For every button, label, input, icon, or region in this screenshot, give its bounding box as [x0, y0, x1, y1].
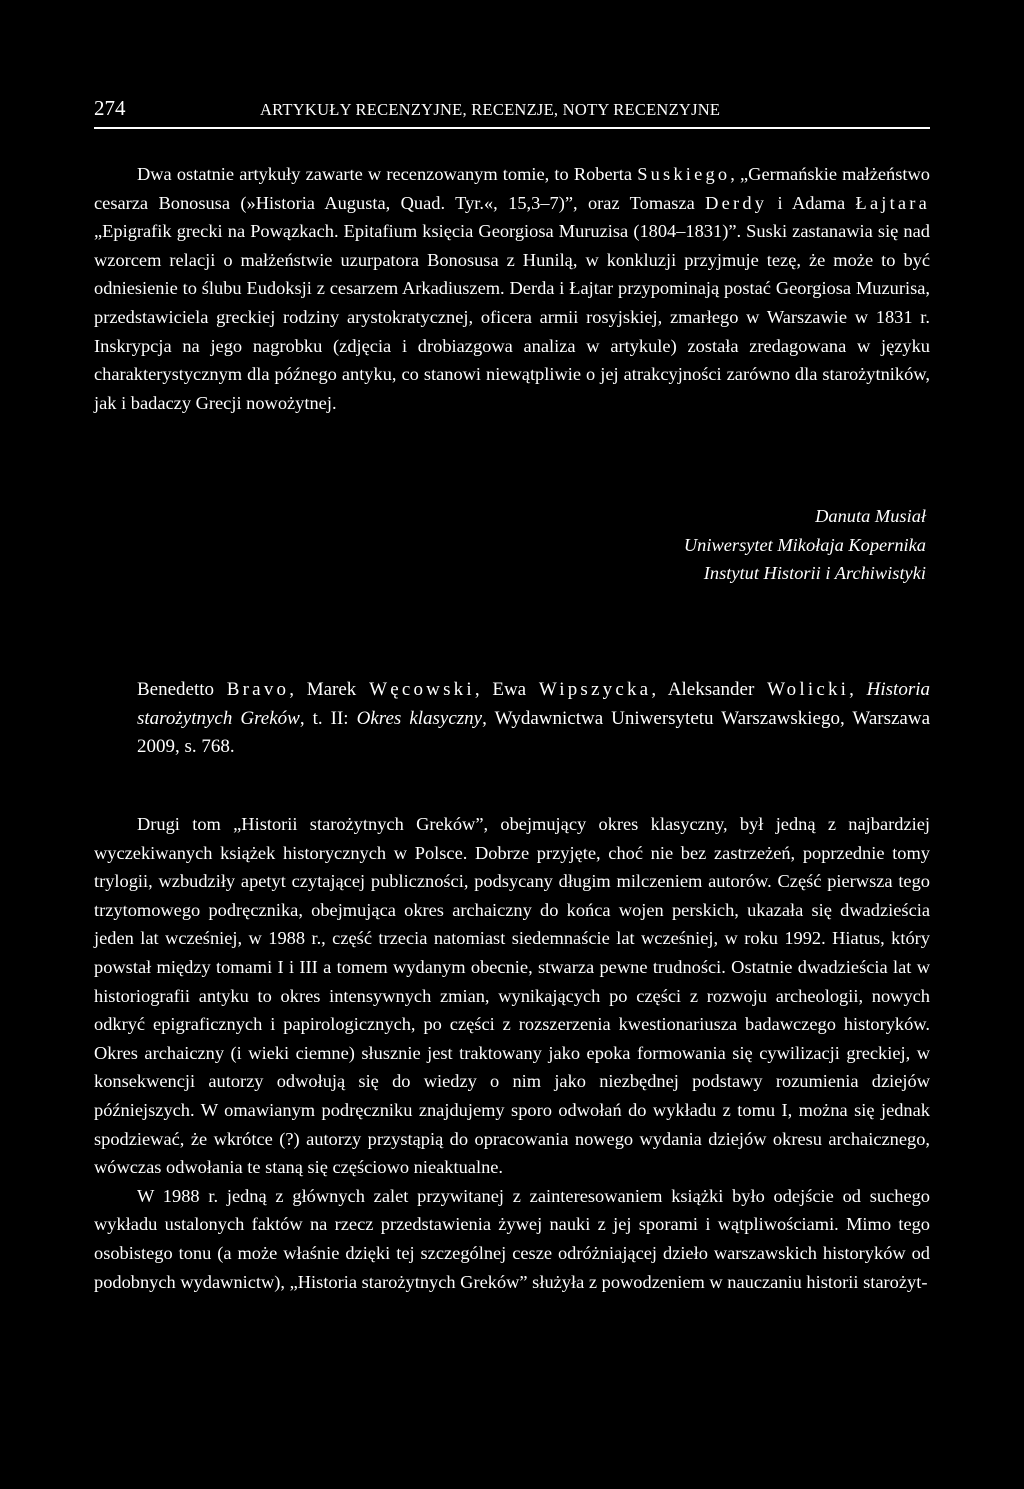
author-name-suski: Suskiego	[637, 164, 731, 184]
text-run: , „Germańskie małżeństwo cesarza Bonosusa (»Historia Augusta, Quad. Tyr.«, 15,3–7)”, oraz Tomasza	[94, 164, 930, 213]
reviewer-institute: Instytut Historii i Archiwistyki	[703, 563, 926, 584]
reviewer-signature	[684, 502, 926, 588]
author-name-derda: Derdy	[705, 192, 768, 213]
author-last-name: Wolicki	[767, 679, 850, 700]
reviewer-university: Uniwersytet Mikołaja Kopernika	[683, 534, 926, 555]
book-volume: t. II:	[312, 707, 349, 729]
text-run: „Epigrafik grecki na Powązkach. Epitafium księcia Georgiosa Muruzisa (1804–1831)”. Suski zastanawia się nad wzorcem relacji o małżeństwie uzurpatora Bonosusa z Hunilą, w konkluzji przyjmuje tezę, że może to być odniesienie to ślubu Eudoksji z cesarzem Arkadiuszem. Derda i Łajtar przypominają postać Georgiosa Muzurisa, przedstawiciela greckiej rodziny arystokratycznej, oficera armii rosyjskiej, zmarłego w Warszawie w 1831 r. Inskrypcja na jego nagrobku (zdjęcia i drobiazgowa analiza w artykule) została zredagowana w języku charakterystycznym dla późnego antyku, co stanowi niewątpliwie o jej atrakcyjności zarówno dla starożytników, jak i badaczy Grecji nowożytnej.	[94, 221, 930, 413]
author-first-name: Aleksander	[667, 679, 755, 700]
page	[94, 96, 931, 1292]
book-citation: Benedetto Bravo, Marek Węcowski, Ewa Wipszycka, Aleksander Wolicki, Historia starożytnych Greków, t. II: Okres klasyczny, Wydawnictwa Uniwersytetu Warszawskiego, Warszawa 2009, s. 768.	[137, 679, 931, 758]
author-last-name: Bravo	[226, 679, 290, 700]
page-number: 274	[94, 96, 126, 120]
author-first-name: Ewa	[492, 679, 527, 700]
book-publisher: Wydawnictwa Uniwersytetu Warszawskiego, Warszawa 2009, s. 768.	[137, 707, 930, 758]
text-run: i Adama	[767, 192, 846, 213]
author-first-name: Marek	[306, 679, 357, 700]
review-body	[94, 810, 930, 1296]
author-last-name: Wipszycka	[538, 679, 652, 700]
text-run: Dwa ostatnie artykuły zawarte w recenzowanym tomie, to Roberta	[137, 164, 633, 184]
running-head	[94, 96, 930, 129]
author-first-name: Benedetto	[137, 679, 215, 700]
running-head-title: ARTYKUŁY RECENZYJNE, RECENZJE, NOTY RECENZYJNE	[260, 100, 721, 119]
review-paragraph: W 1988 r. jedną z głównych zalet przywitanej z zainteresowaniem książki było odejście od suchego wykładu ustalonych faktów na rzecz przedstawienia żywej nauki z jej sporami i wątpliwościami. Mimo tego osobistego tonu (a może właśnie dzięki tej szczególnej cesze odróżniającej dzieło warszawskich historyków od podobnych wydawnictw), „Historia starożytnych Greków” służyła z powodzeniem w nauczaniu historii starożyt-	[94, 1185, 930, 1292]
author-last-name: Węcowski	[369, 679, 475, 700]
book-title: Historia starożytnych Greków	[137, 679, 931, 729]
review-paragraph: Drugi tom „Historii starożytnych Greków”, obejmujący okres klasyczny, był jedną z najbardziej wyczekiwanych książek historycznych w Polsce. Dobrze przyjęte, choć nie bez zastrzeżeń, poprzednie tomy trylogii, wzbudziły apetyt czytającej publiczności, podsycany długim milczeniem autorów. Część pierwsza tego trzytomowego podręcznika, obejmująca okres archaiczny do końca wojen perskich, ukazała się dwadzieścia jeden lat wcześniej, w 1988 r., część trzecia natomiast siedemnaście lat wcześniej, w roku 1992. Hiatus, który powstał między tomami I i III a tomem wydanym obecnie, stwarza pewne trudności. Ostatnie dwadzieścia lat w historiografii antyku to okres intensywnych zmian, wynikających po części z rozwoju archeologii, nowych odkryć epigraficznych i papirologicznych, po części z rozszerzenia kwestionariusza badawczego historyków. Okres archaiczny (i wieki ciemne) słusznie jest traktowany jako epoka formowania się cywilizacji greckiej, w konsekwencji autorzy odwołują się do wiedzy o nim jako niezbędnej podstawy rozumienia dziejów późniejszych. W omawianym podręczniku znajdujemy sporo odwołań do wykładu z tomu I, można się jednak spodziewać, że wkrótce (?) autorzy przystąpią do opracowania nowego wydania dziejów okresu archaicznego, wówczas odwołania te staną się częściowo nieaktualne.	[94, 814, 930, 1178]
reviewer-name: Danuta Musiał	[815, 506, 926, 526]
author-name-lajtar: Łajtara	[855, 192, 930, 213]
book-subtitle: Okres klasyczny	[356, 707, 483, 729]
previous-review-paragraph	[94, 160, 930, 417]
